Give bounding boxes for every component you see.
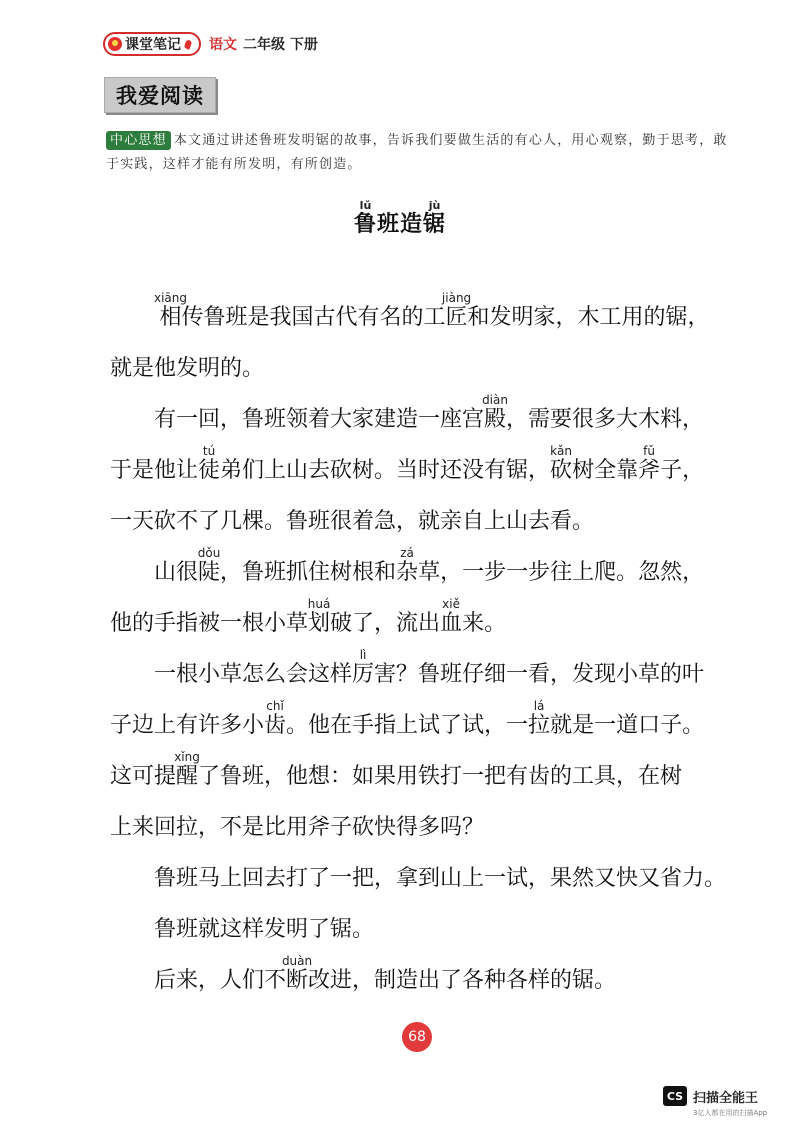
paragraph-5: 鲁班马上回去打了一把，拿到山上一试，果然又快又省力。 bbox=[154, 866, 727, 891]
scanner-tagline: 3亿人都在用的扫描App bbox=[693, 1109, 768, 1117]
pin-icon bbox=[184, 39, 193, 50]
paragraph-7: 后来，人们不断duàn改进，制造出了各种各样的锯。 bbox=[154, 954, 617, 993]
grade-label: 二年级 下册 bbox=[243, 37, 318, 53]
paragraph-3: 山很陡dǒu，鲁班抓住树根和杂zá草，一步一步往上爬。忽然， 他的手指被一根小草划huá破了，流出血xiě来。 bbox=[110, 546, 705, 636]
central-idea-label: 中心思想 bbox=[106, 131, 171, 150]
page-header bbox=[103, 33, 318, 55]
section-title: 我爱阅读 bbox=[104, 77, 216, 113]
story-title-wrap bbox=[0, 200, 800, 238]
story-title: 鲁lǔ班造锯jù bbox=[353, 199, 447, 237]
paragraph-1: 相xiāng传鲁班是我国古代有名的工匠jiàng和发明家，木工用的锯， 就是他发明的。 bbox=[110, 291, 710, 381]
brand-name: 课堂笔记 bbox=[125, 37, 181, 53]
scanner-logo-icon: CS bbox=[663, 1086, 687, 1106]
central-idea bbox=[106, 129, 728, 177]
paragraph-6: 鲁班就这样发明了锯。 bbox=[154, 917, 375, 942]
brand-badge bbox=[103, 32, 201, 56]
paragraph-2: 有一回，鲁班领着大家建造一座宫殿diàn，需要很多大木料， 于是他让徒tú弟们上山去砍树。当时还没有锯，砍kǎn树全靠斧fǔ子， 一天砍不了几棵。鲁班很着急，就亲自上山去看。 bbox=[110, 393, 705, 534]
paragraph-4: 一根小草怎么会这样厉lì害？鲁班仔细一看，发现小草的叶 子边上有许多小齿chǐ。他在手指上试了试，一拉lá就是一道口子。 这可提醒xǐng了鲁班，他想：如果用铁打一把有齿的工具，在树 上来回拉，不是比用斧子砍快得多吗？ bbox=[110, 648, 705, 840]
scanner-watermark bbox=[663, 1086, 793, 1124]
central-idea-text: 本文通过讲述鲁班发明锯的故事，告诉我们要做生活的有心人，用心观察，勤于思考，敢于实践，这样才能有所发明，有所创造。 bbox=[106, 133, 728, 172]
scanner-app-name: 扫描全能王 bbox=[693, 1091, 759, 1106]
page-number: 68 bbox=[402, 1022, 432, 1052]
brand-logo-icon bbox=[108, 37, 122, 51]
subject-label: 语文 bbox=[209, 37, 237, 53]
story-body bbox=[110, 292, 730, 1006]
